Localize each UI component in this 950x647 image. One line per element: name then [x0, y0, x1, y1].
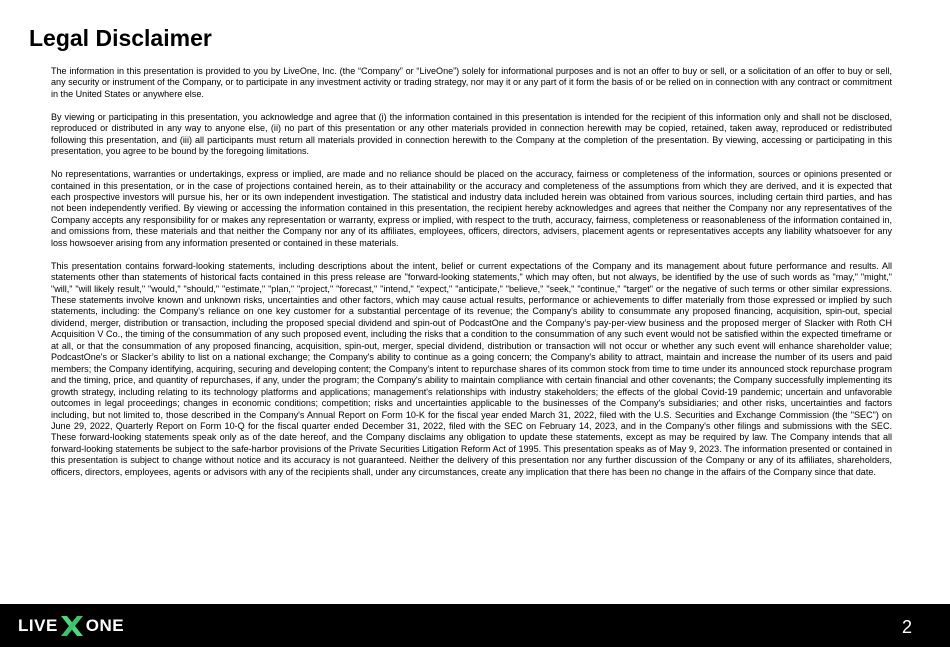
- disclaimer-paragraph: The information in this presentation is provided to you by LiveOne, Inc. (the “Company” or “LiveOne”) solely for informational purposes and is not an offer to buy or sell, or a solicitation of an offer to buy or sell, any security or instrument of the Company, or to participate in any investment activity or trading strategy, nor may it or any part of it form the basis of or be relied on in connection with any contract or commitment in the United States or anywhere else.: [51, 66, 892, 99]
- disclaimer-paragraph: This presentation contains forward-looking statements, including descriptions about the intent, belief or current expectations of the Company and its management about future performance and results. All statements other than statements of historical facts contained in this press release are "forward-looking statements," which may often, but not always, be identified by the use of such words as "may," "might," "will," "will likely result," "would," "should," "estimate," "plan," "project," "forecast," "intend," "expect," "anticipate," "believe," "seek," "continue," "target" or the negative of such terms or other similar expressions. These statements involve known and unknown risks, uncertainties and other factors, which may cause actual results, performance or achievements to differ materially from those expressed or implied by such statements, including: the Company's reliance on one key customer for a substantial percentage of its revenue; the Company's ability to consummate any proposed financing, acquisition, spin-out, special dividend, merger, distribution or transaction, including the proposed special dividend and spin-out of PodcastOne and the Company’s pay-per-view business and the proposed merger of Slacker with Roth CH Acquisition V Co., the timing of the consummation of any such proposed event, including the risks that a condition to the consummation of any such event would not be satisfied within the expected timeframe or at all, or that the consummation of any proposed financing, acquisition, spin-out, merger, special dividend, distribution or transaction will not occur or whether any such event will enhance shareholder value; PodcastOne's or Slacker’s ability to list on a national exchange; the Company's ability to continue as a going concern; the Company's ability to attract, maintain and increase the number of its users and paid members; the Company identifying, acquiring, securing and developing content; the Company's intent to repurchase shares of its common stock from time to time under its announced stock repurchase program and the timing, price, and quantity of repurchases, if any, under the program; the Company's ability to maintain compliance with certain financial and other covenants; the Company successfully implementing its growth strategy, including relating to its technology platforms and applications; management's relationships with industry stakeholders; the effects of the global Covid-19 pandemic; uncertain and unfavorable outcomes in legal proceedings; changes in economic conditions; competition; risks and uncertainties applicable to the businesses of the Company's subsidiaries; and other risks, uncertainties and factors including, but not limited to, those described in the Company's Annual Report on Form 10-K for the fiscal year ended March 31, 2022, filed with the U.S. Securities and Exchange Commission (the "SEC") on June 29, 2022, Quarterly Report on Form 10-Q for the fiscal quarter ended December 31, 2022, filed with the SEC on February 14, 2023, and in the Company's other filings and submissions with the SEC. These forward-looking statements speak only as of the date hereof, and the Company disclaims any obligation to update these statements, except as may be required by law. The Company intends that all forward-looking statements be subject to the safe-harbor provisions of the Private Securities Litigation Reform Act of 1995. This presentation speaks as of May 9, 2023. The information presented or contained in this presentation is subject to change without notice and its accuracy is not guaranteed. Neither the delivery of this presentation nor any further discussion of the Company or any of its affiliates, shareholders, officers, directors, employees, agents or advisors with any of the recipients shall, under any circumstances, create any implication that there has been no change in the affairs of the Company since that date.: [51, 260, 892, 477]
- footer-bar: [0, 604, 950, 647]
- disclaimer-paragraph: No representations, warranties or undertakings, express or implied, are made and no reliance should be placed on the accuracy, fairness or completeness of the information, sources or opinions presented or contained in this presentation, or in the case of projections contained herein, as to their attainability or the accuracy and completeness of the assumptions from which they are derived, and it is expected that each prospective investors will pursue his, her or its own independent investigation. The statistical and industry data included herein was obtained from various sources, including certain third parties, and has not been independently verified. By viewing or accessing the information contained in this presentation, the recipient hereby acknowledges and agrees that neither the Company nor any representatives of the Company accepts any responsibility for or makes any representation or warranty, express or implied, with respect to the truth, accuracy, fairness, completeness or reasonableness of the information contained in, and omissions from, these materials and that neither the Company nor any of its affiliates, employees, officers, directors, advisers, placement agents or representatives accepts any liability whatsoever for any loss howsoever arising from any information presented or contained in these materials.: [51, 169, 892, 248]
- logo-text-live: LIVE: [18, 616, 58, 635]
- x-logo-mark-icon: [59, 614, 85, 638]
- disclaimer-body: [51, 66, 892, 478]
- disclaimer-paragraph: By viewing or participating in this presentation, you acknowledge and agree that (i) the information contained in this presentation is intended for the recipient of this information only and shall not be disclosed, reproduced or distributed in any way to anyone else, (ii) no part of this presentation or any other materials provided in connection herewith may be copied, retained, taken away, reproduced or redistributed following this presentation, and (iii) all participants must return all materials provided in connection herewith to the Company at the completion of the presentation. By viewing, accessing or participating in this presentation, you agree to be bound by the foregoing limitations.: [51, 111, 892, 157]
- page-title: Legal Disclaimer: [29, 25, 212, 51]
- logo-text-one: ONE: [85, 616, 125, 635]
- liveone-logo: [18, 614, 124, 638]
- page-number: 2: [901, 617, 912, 637]
